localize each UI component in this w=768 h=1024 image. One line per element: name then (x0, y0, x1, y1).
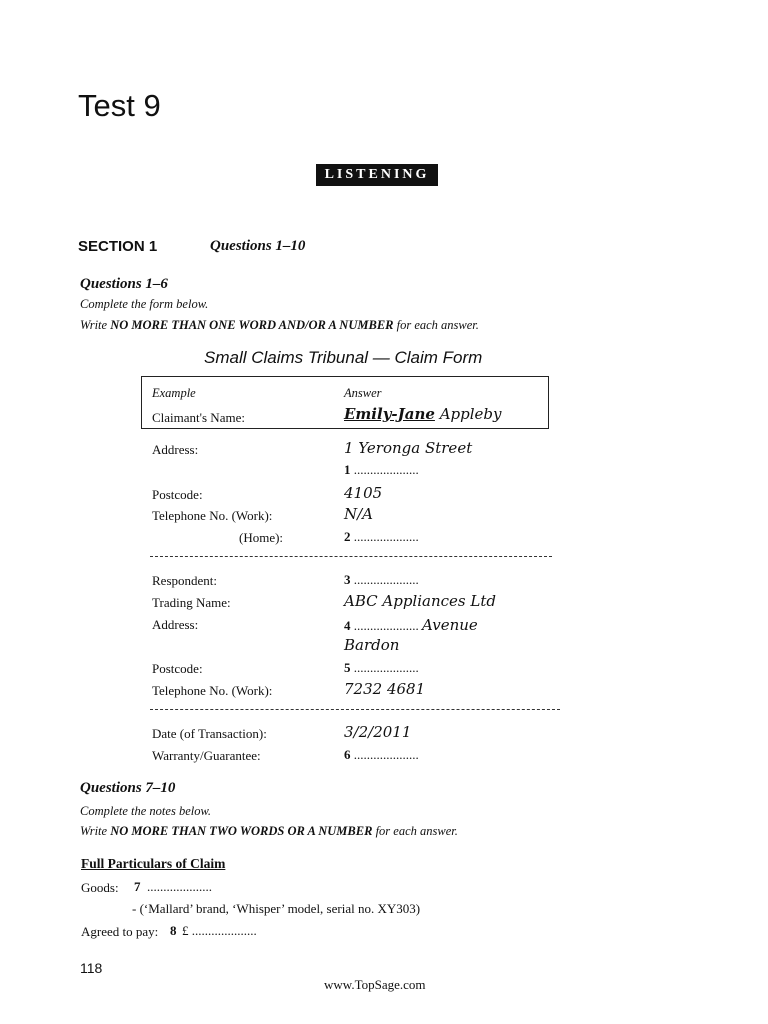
question-6-blank[interactable]: 6 .................... (344, 747, 419, 762)
question-3-blank[interactable]: 3 .................... (344, 572, 419, 587)
transaction-date-label: Date (of Transaction): (152, 726, 267, 741)
section-questions: Questions 1–10 (210, 238, 306, 254)
claimant-address-label: Address: (152, 442, 199, 457)
question-1-blank[interactable]: 1 .................... (344, 462, 419, 477)
form-title: Small Claims Tribunal — Claim Form (204, 348, 483, 367)
telephone-work-label: Telephone No. (Work): (152, 508, 273, 523)
claimant-address-value: 1 Yeronga Street (344, 439, 473, 457)
section-label: SECTION 1 (78, 238, 158, 255)
agreed-to-pay-label: Agreed to pay: (81, 924, 159, 939)
question-5-blank[interactable]: 5 .................... (344, 660, 419, 675)
test-title: Test 9 (78, 88, 161, 123)
warranty-label: Warranty/Guarantee: (152, 748, 261, 763)
example-label: Example (152, 386, 196, 400)
trading-name-label: Trading Name: (152, 595, 231, 610)
footer-url: www.TopSage.com (324, 977, 426, 992)
divider (150, 709, 560, 710)
questions-1-6-heading: Questions 1–6 (80, 276, 168, 292)
respondent-telephone-value: 7232 4681 (344, 680, 426, 698)
section-badge: LISTENING (316, 164, 438, 186)
question-2-blank[interactable]: 2 .................... (344, 529, 419, 544)
question-4-blank[interactable]: 4 .................... Avenue (344, 616, 478, 634)
instruction-complete-notes: Complete the notes below. (80, 804, 211, 818)
respondent-address-label: Address: (152, 617, 199, 632)
respondent-postcode-label: Postcode: (152, 661, 203, 676)
respondent-telephone-label: Telephone No. (Work): (152, 683, 273, 698)
question-8-blank[interactable]: £ .................... (182, 923, 257, 938)
goods-label: Goods: (81, 880, 119, 895)
question-8-number: 8 (170, 923, 177, 938)
claimant-name-value: Emily-Jane Appleby (344, 405, 502, 423)
instruction-word-limit: Write NO MORE THAN TWO WORDS OR A NUMBER for each answer. (80, 824, 458, 838)
instruction-word-limit: Write NO MORE THAN ONE WORD AND/OR A NUMBER for each answer. (80, 318, 479, 332)
claimant-postcode-label: Postcode: (152, 487, 203, 502)
answer-label: Answer (344, 386, 382, 400)
question-7-blank[interactable]: .................... (147, 879, 212, 894)
trading-name-value: ABC Appliances Ltd (344, 592, 496, 610)
respondent-label: Respondent: (152, 573, 217, 588)
claimant-postcode-value: 4105 (344, 484, 383, 502)
question-7-number: 7 (134, 879, 141, 894)
telephone-home-label: (Home): (239, 530, 284, 545)
transaction-date-value: 3/2/2011 (344, 723, 412, 741)
telephone-work-value: N/A (344, 505, 374, 523)
questions-7-10-heading: Questions 7–10 (80, 780, 176, 796)
claimant-name-label: Claimant's Name: (152, 410, 245, 425)
goods-detail: - (‘Mallard’ brand, ‘Whisper’ model, serial no. XY303) (132, 901, 421, 916)
notes-heading: Full Particulars of Claim (81, 856, 226, 871)
respondent-suburb-value: Bardon (344, 636, 400, 654)
divider (150, 556, 552, 557)
instruction-complete-form: Complete the form below. (80, 297, 209, 311)
page-number: 118 (80, 960, 103, 976)
